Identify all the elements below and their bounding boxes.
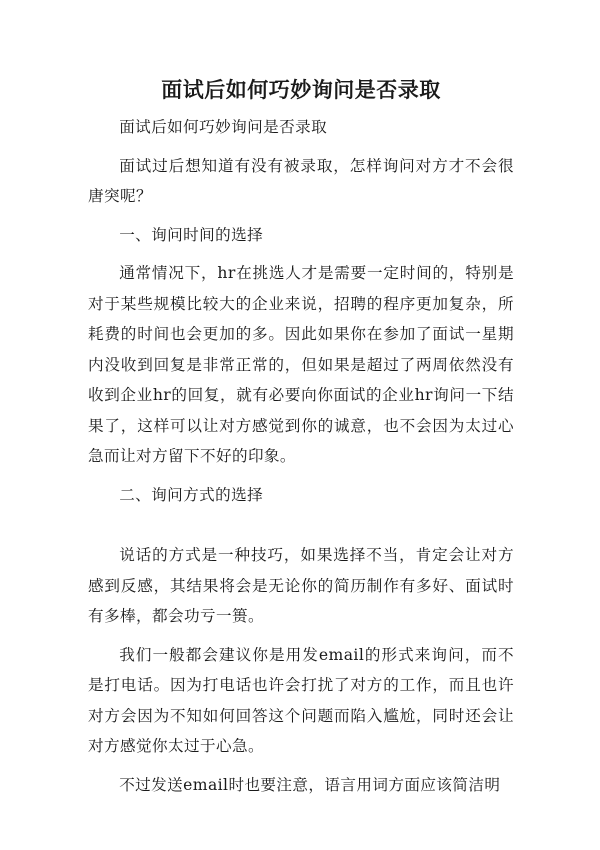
section-spacer (88, 510, 514, 540)
section2-paragraph-3: 不过发送email时也要注意，语言用词方面应该简洁明 (119, 775, 501, 794)
subtitle-paragraph: 面试后如何巧妙询问是否录取 (119, 118, 328, 136)
section2-paragraph-2: 我们一般都会建议你是用发email的形式来询问，而不是打电话。因为打电话也许会打扰了对方的工作，而且也许对方会因为不知如何回答这个问题而陷入尴尬，同时还会让对方感觉你太过于心急。 (88, 645, 514, 755)
intro-paragraph: 面试过后想知道有没有被录取，怎样询问对方才不会很唐突呢？ (88, 156, 514, 205)
section2-paragraph-1: 说话的方式是一种技巧，如果选择不当，肯定会让对方感到反感，其结果将会是无论你的简历制作有多好、面试时有多棒，都会功亏一篑。 (88, 546, 514, 625)
document-title: 面试后如何巧妙询问是否录取 (161, 77, 441, 102)
section1-heading: 一、询问时间的选择 (119, 225, 264, 244)
document-page (88, 72, 514, 800)
section2-heading: 二、询问方式的选择 (119, 485, 264, 504)
section1-body: 通常情况下，hr在挑选人才是需要一定时间的，特别是对于某些规模比较大的企业来说，招聘的程序更加复杂，所耗费的时间也会更加的多。因此如果你在参加了面试一星期内没收到回复是非常正常的，但如果是超过了两周依然没有收到企业hr的回复，就有必要向你面试的企业hr询问一下结果了，这样可以让对方感觉到你的诚意，也不会因为太过心急而让对方留下不好的印象。 (88, 264, 514, 465)
